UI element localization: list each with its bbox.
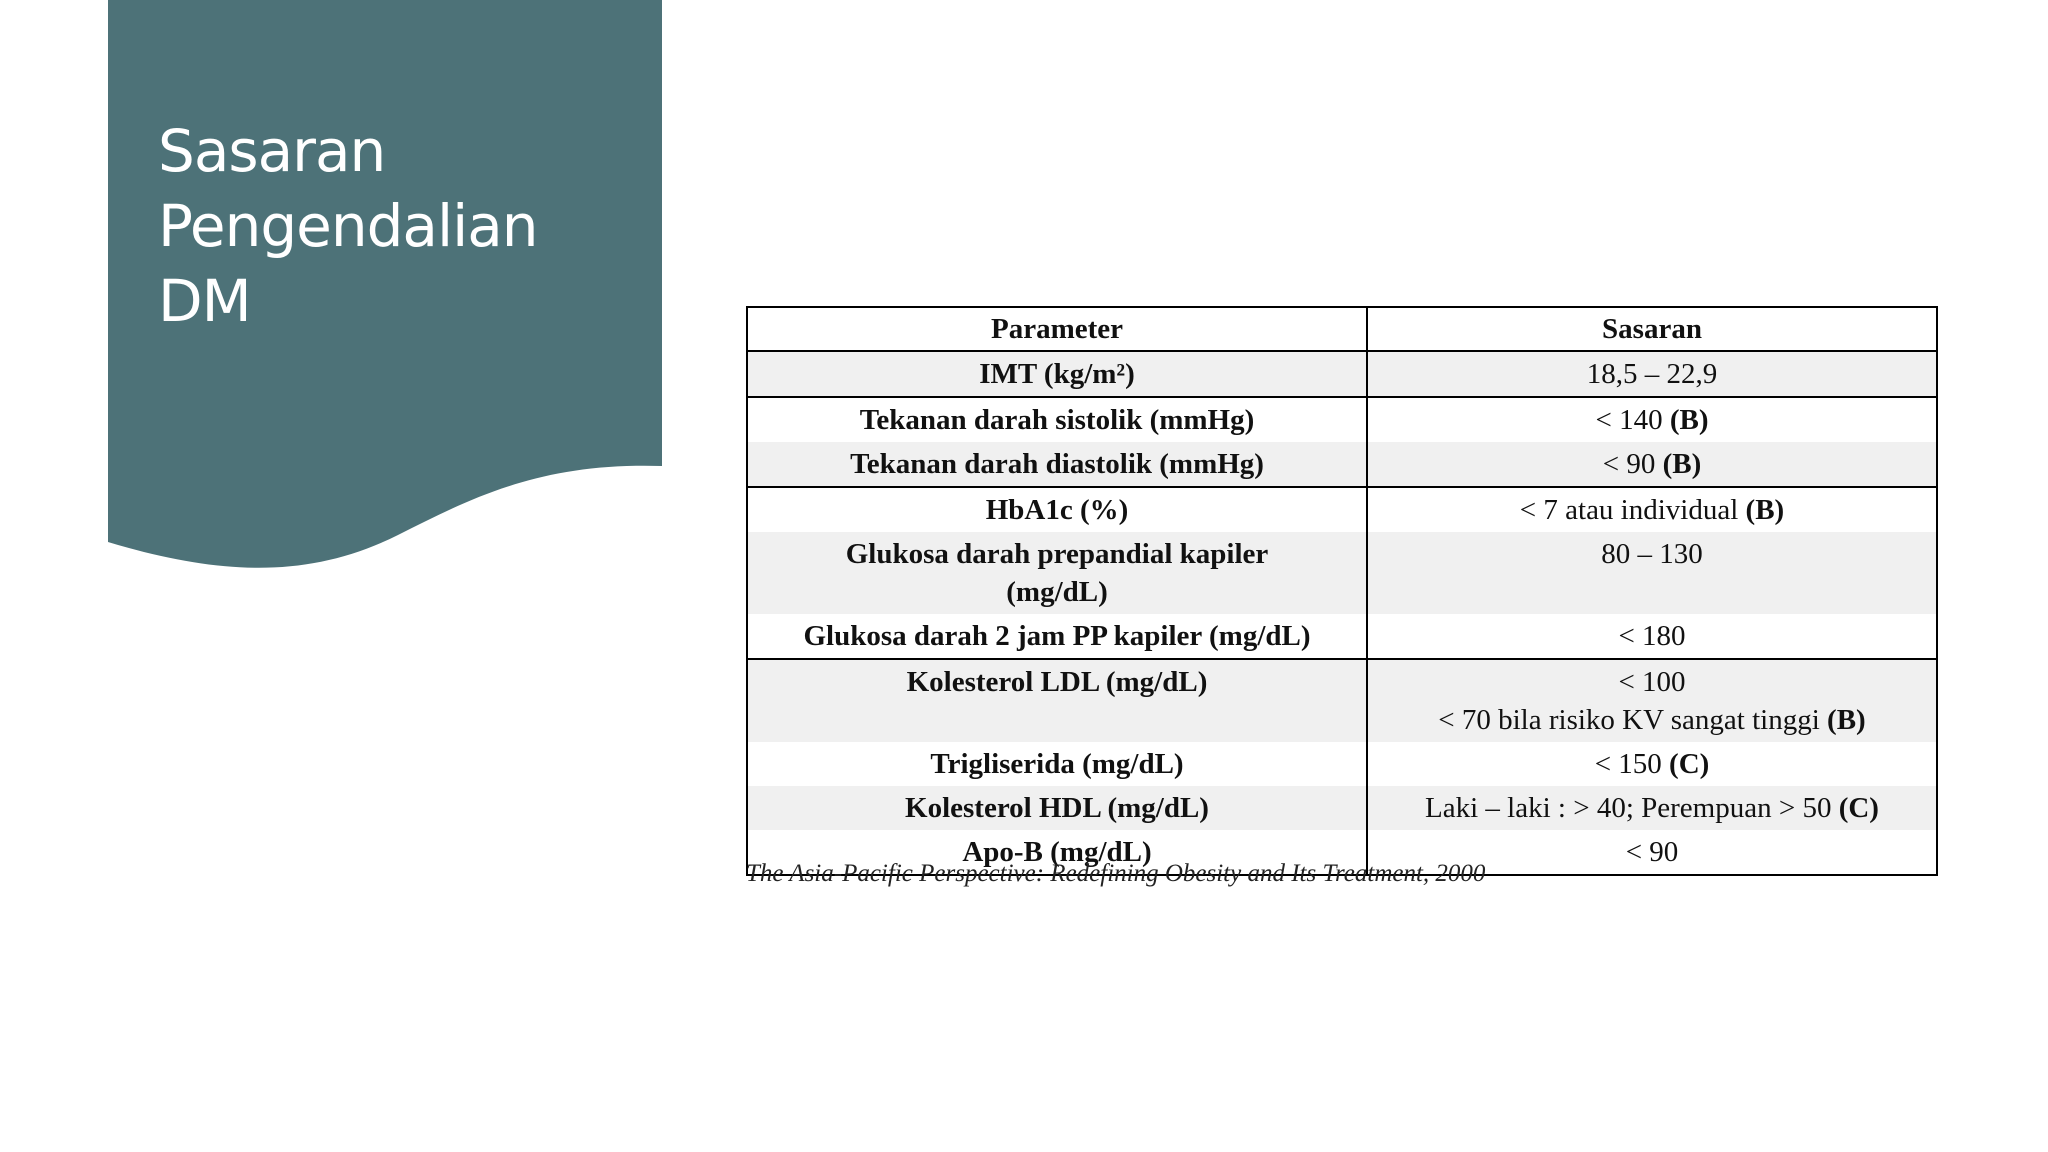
target-line xyxy=(1374,491,1930,529)
evidence-grade: (B) xyxy=(1669,404,1709,436)
table-row xyxy=(747,487,1937,532)
table-body xyxy=(747,351,1937,875)
target-line xyxy=(1374,355,1930,393)
table-row xyxy=(747,532,1937,614)
parameter-cell xyxy=(747,742,1367,786)
parameter-text: Kolesterol LDL (mg/dL) xyxy=(906,666,1208,698)
target-cell xyxy=(1367,532,1937,614)
parameter-text: Trigliserida (mg/dL) xyxy=(930,748,1184,780)
parameter-text: Kolesterol HDL (mg/dL) xyxy=(905,792,1209,824)
target-line xyxy=(1374,789,1930,827)
parameter-text: Tekanan darah sistolik (mmHg) xyxy=(859,404,1255,436)
targets-table xyxy=(746,306,1938,876)
slide-title-line: Sasaran xyxy=(158,117,386,185)
parameter-text: Glukosa darah 2 jam PP kapiler (mg/dL) xyxy=(803,620,1311,652)
header-target: Sasaran xyxy=(1367,307,1937,351)
parameter-cell xyxy=(747,397,1367,442)
table-row xyxy=(747,659,1937,742)
table-row xyxy=(747,786,1937,830)
target-cell xyxy=(1367,786,1937,830)
parameter-text: Tekanan darah diastolik (mmHg) xyxy=(850,448,1264,480)
parameter-text: Apo-B (mg/dL) xyxy=(962,836,1152,868)
target-value: 18,5 – 22,9 xyxy=(1586,358,1718,390)
target-value: < 150 xyxy=(1594,748,1670,780)
parameter-cell xyxy=(747,351,1367,397)
target-line xyxy=(1374,401,1930,439)
table-row xyxy=(747,351,1937,397)
target-line xyxy=(1374,663,1930,701)
evidence-grade: (B) xyxy=(1745,494,1785,526)
parameter-cell xyxy=(747,614,1367,659)
target-value: < 70 bila risiko KV sangat tinggi xyxy=(1438,704,1828,736)
slide-title xyxy=(158,114,638,339)
targets-table-container xyxy=(746,306,1936,876)
target-line xyxy=(1374,535,1930,573)
table-row xyxy=(747,742,1937,786)
target-value: < 180 xyxy=(1618,620,1686,652)
target-cell xyxy=(1367,659,1937,742)
source-citation: The Asia-Pacific Perspective: Redefining Obesity and Its Treatment, 2000 xyxy=(746,860,1486,887)
parameter-text: HbA1c (%) xyxy=(985,494,1129,526)
slide-title-line: Pengendalian xyxy=(158,192,538,260)
parameter-cell xyxy=(747,659,1367,742)
target-line xyxy=(1374,445,1930,483)
evidence-grade: (C) xyxy=(1838,792,1879,824)
target-value: < 140 xyxy=(1595,404,1670,436)
parameter-text: IMT (kg/m²) xyxy=(979,358,1135,390)
target-line xyxy=(1374,701,1930,739)
target-cell xyxy=(1367,397,1937,442)
parameter-cell xyxy=(747,786,1367,830)
target-value: < 100 xyxy=(1618,666,1686,698)
parameter-text: (mg/dL) xyxy=(1006,576,1108,608)
parameter-text: Glukosa darah prepandial kapiler xyxy=(845,538,1269,570)
evidence-grade: (B) xyxy=(1827,704,1866,736)
target-cell xyxy=(1367,351,1937,397)
target-cell xyxy=(1367,614,1937,659)
target-cell xyxy=(1367,487,1937,532)
target-value: < 7 atau individual xyxy=(1519,494,1746,526)
evidence-grade: (C) xyxy=(1669,748,1710,780)
slide-title-line: DM xyxy=(158,267,251,335)
parameter-cell xyxy=(747,442,1367,487)
target-line xyxy=(1374,745,1930,783)
parameter-cell xyxy=(747,532,1367,614)
header-parameter: Parameter xyxy=(747,307,1367,351)
target-cell xyxy=(1367,742,1937,786)
table-row xyxy=(747,442,1937,487)
target-value: < 90 xyxy=(1625,836,1679,868)
target-value: 80 – 130 xyxy=(1601,538,1703,570)
target-cell xyxy=(1367,442,1937,487)
parameter-cell xyxy=(747,487,1367,532)
target-line xyxy=(1374,617,1930,655)
table-row xyxy=(747,614,1937,659)
table-row xyxy=(747,397,1937,442)
table-header-row xyxy=(747,307,1937,351)
evidence-grade: (B) xyxy=(1662,448,1702,480)
target-value: < 90 xyxy=(1602,448,1663,480)
target-value: Laki – laki : > 40; Perempuan > 50 xyxy=(1425,792,1839,824)
